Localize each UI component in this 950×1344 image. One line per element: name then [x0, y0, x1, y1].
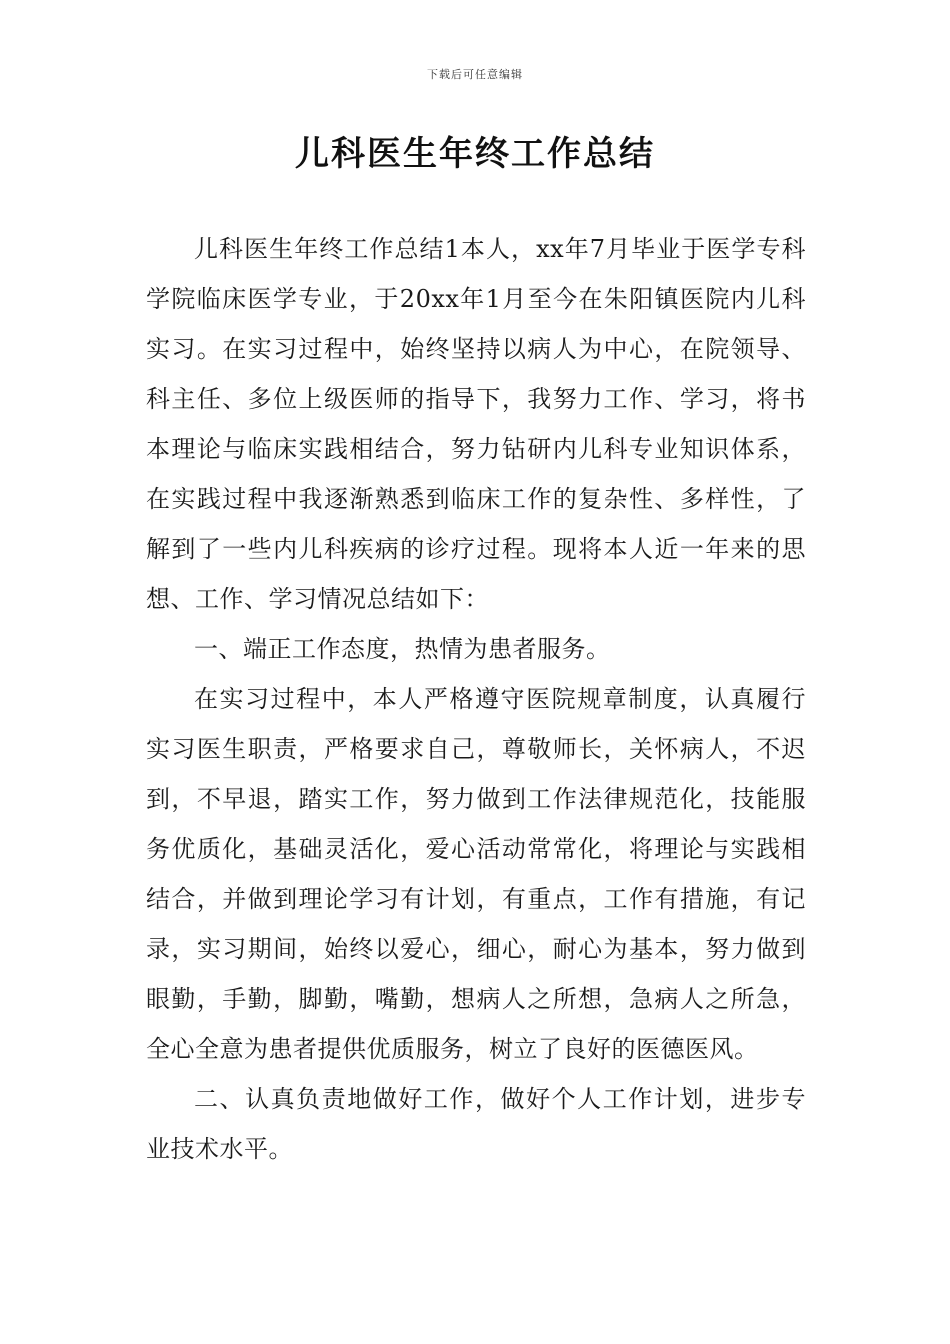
section-heading-1: 一、端正工作态度，热情为患者服务。 — [194, 635, 611, 663]
header-note: 下载后可任意编辑 — [427, 68, 523, 81]
document-title: 儿科医生年终工作总结 — [295, 134, 655, 174]
section-heading-2: 二、认真负责地做好工作，做好个人工作计划，进步专业技术水平。 — [146, 1085, 806, 1163]
paragraph-section-1: 在实习过程中，本人严格遵守医院规章制度，认真履行实习医生职责，严格要求自己，尊敬师长，关怀病人，不迟到，不早退，踏实工作，努力做到工作法律规范化，技能服务优质化，基础灵活化，爱心活动常常化，将理论与实践相结合，并做到理论学习有计划，有重点，工作有措施，有记录，实习期间，始终以爱心，细心，耐心为基本，努力做到眼勤，手勤，脚勤，嘴勤，想病人之所想，急病人之所急，全心全意为患者提供优质服务，树立了良好的医德医风。 — [146, 685, 806, 1063]
paragraph-intro: 儿科医生年终工作总结1本人，xx年7月毕业于医学专科学院临床医学专业，于20xx年1月至今在朱阳镇医院内儿科实习。在实习过程中，始终坚持以病人为中心，在院领导、科主任、多位上级医师的指导下，我努力工作、学习，将书本理论与临床实践相结合，努力钻研内儿科专业知识体系，在实践过程中我逐渐熟悉到临床工作的复杂性、多样性，了解到了一些内儿科疾病的诊疗过程。现将本人近一年来的思想、工作、学习情况总结如下： — [146, 235, 806, 613]
document-body — [146, 224, 806, 1174]
